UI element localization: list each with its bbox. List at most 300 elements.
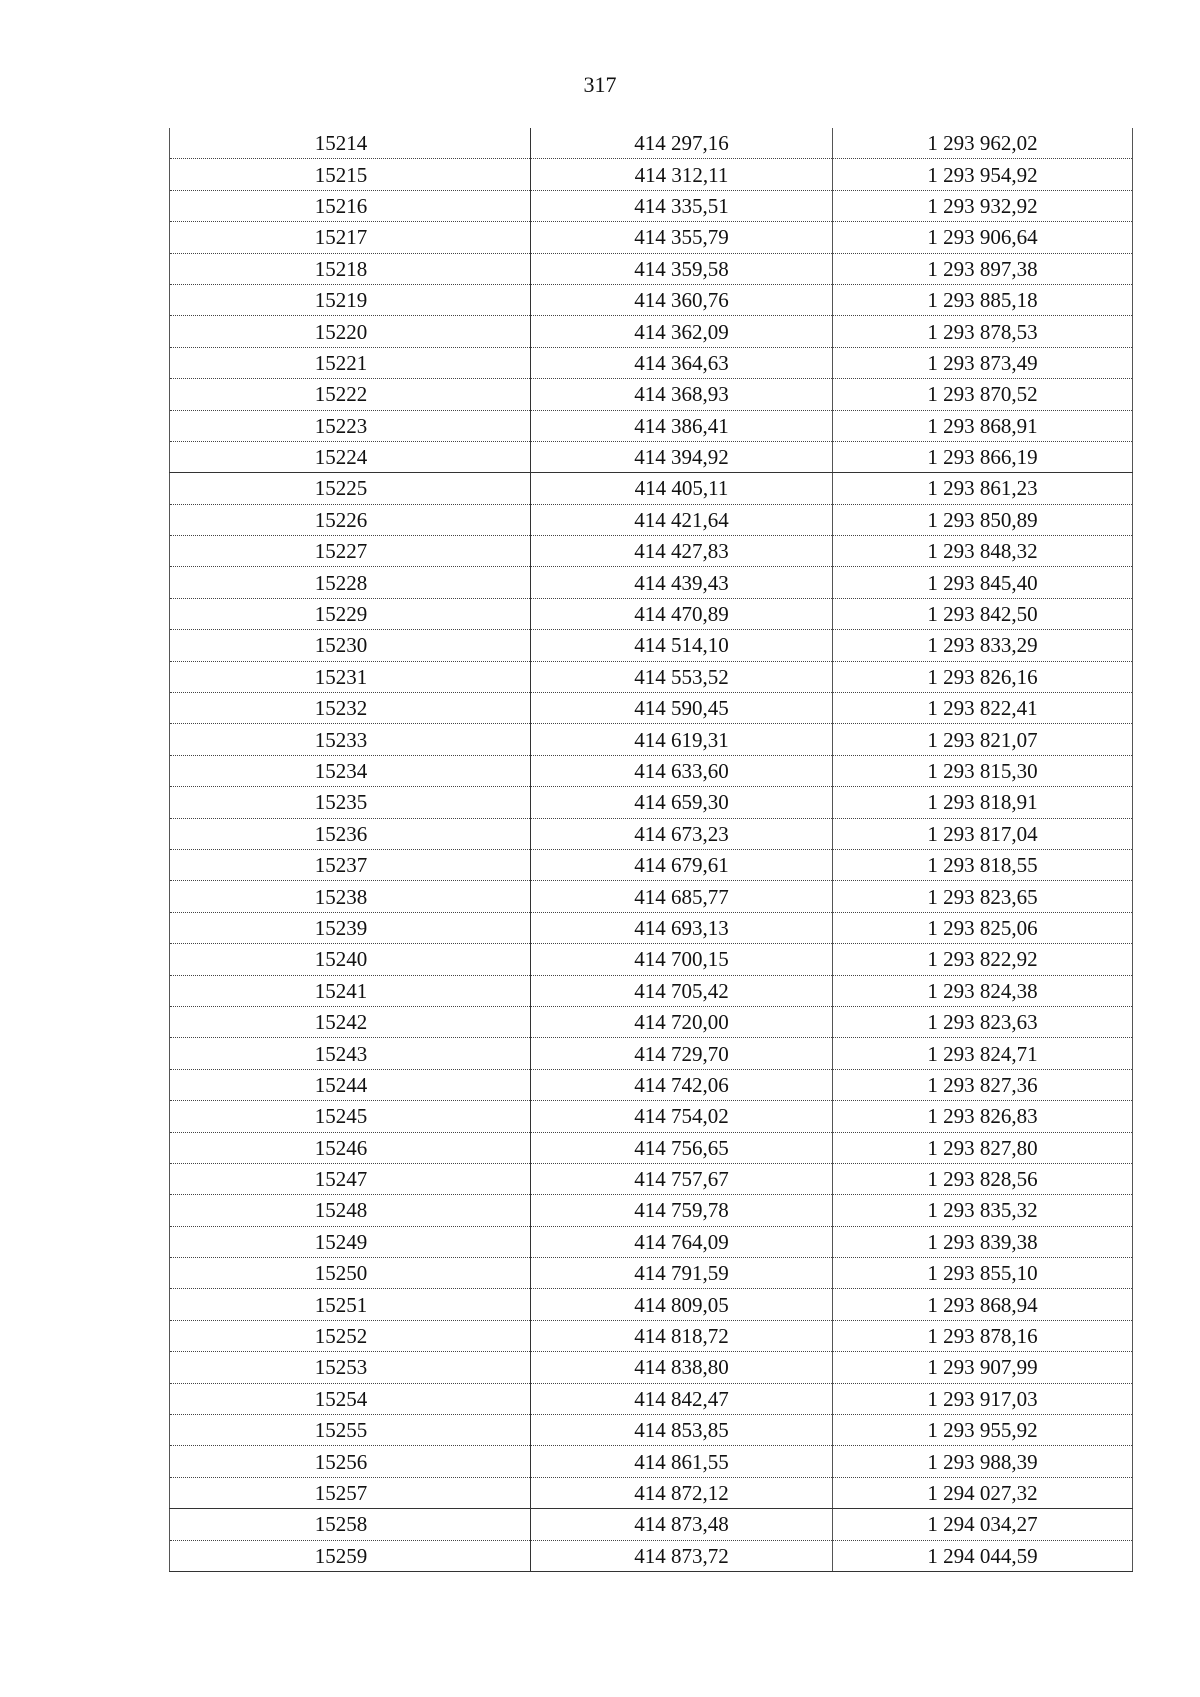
x-coordinate-cell-text: 414 872,12 (634, 1480, 729, 1505)
y-coordinate-cell (833, 1006, 1133, 1037)
y-coordinate-cell (833, 1258, 1133, 1289)
point-number-cell-text: 15247 (314, 1167, 368, 1192)
y-coordinate-cell-text: 1 293 822,41 (927, 696, 1038, 721)
y-coordinate-cell-text: 1 293 835,32 (927, 1198, 1038, 1223)
y-coordinate-cell (833, 881, 1133, 912)
point-number-cell-text: 15241 (314, 978, 368, 1003)
table-row (170, 912, 1133, 943)
y-coordinate-cell (833, 1352, 1133, 1383)
table-row (170, 1101, 1133, 1132)
x-coordinate-cell (531, 1069, 833, 1100)
point-number-cell (170, 1195, 531, 1226)
table-row (170, 347, 1133, 378)
y-coordinate-cell-text: 1 293 817,04 (927, 821, 1038, 846)
point-number-cell-text: 15242 (314, 1010, 368, 1035)
y-coordinate-cell-text: 1 293 855,10 (927, 1261, 1038, 1286)
y-coordinate-cell (833, 1509, 1133, 1540)
table-row (170, 598, 1133, 629)
point-number-cell-text: 15225 (314, 476, 368, 501)
y-coordinate-cell-text: 1 293 907,99 (927, 1355, 1038, 1380)
table-row (170, 159, 1133, 190)
y-coordinate-cell-text: 1 293 824,71 (927, 1041, 1038, 1066)
y-coordinate-cell (833, 159, 1133, 190)
y-coordinate-cell (833, 1320, 1133, 1351)
x-coordinate-cell-text: 414 312,11 (634, 162, 729, 187)
x-coordinate-cell (531, 1383, 833, 1414)
y-coordinate-cell-text: 1 293 826,16 (927, 664, 1038, 689)
y-coordinate-cell (833, 1038, 1133, 1069)
point-number-cell (170, 410, 531, 441)
point-number-cell-text: 15244 (314, 1072, 368, 1097)
point-number-cell (170, 1446, 531, 1477)
y-coordinate-cell-text: 1 293 823,63 (927, 1010, 1038, 1035)
x-coordinate-cell-text: 414 394,92 (634, 445, 729, 470)
point-number-cell-text: 15233 (314, 727, 368, 752)
x-coordinate-cell-text: 414 470,89 (634, 602, 729, 627)
point-number-cell (170, 1540, 531, 1571)
x-coordinate-cell-text: 414 818,72 (634, 1324, 729, 1349)
point-number-cell (170, 849, 531, 880)
y-coordinate-cell-text: 1 294 027,32 (927, 1480, 1038, 1505)
x-coordinate-cell-text: 414 809,05 (634, 1292, 729, 1317)
x-coordinate-cell (531, 410, 833, 441)
point-number-cell (170, 441, 531, 472)
x-coordinate-cell (531, 441, 833, 472)
y-coordinate-cell (833, 1415, 1133, 1446)
x-coordinate-cell (531, 473, 833, 504)
y-coordinate-cell-text: 1 293 868,94 (927, 1292, 1038, 1317)
y-coordinate-cell (833, 441, 1133, 472)
y-coordinate-cell-text: 1 293 866,19 (927, 445, 1038, 470)
y-coordinate-cell (833, 1195, 1133, 1226)
x-coordinate-cell (531, 1446, 833, 1477)
x-coordinate-cell (531, 1132, 833, 1163)
x-coordinate-cell-text: 414 633,60 (634, 759, 729, 783)
x-coordinate-cell-text: 414 764,09 (634, 1229, 729, 1254)
point-number-cell (170, 379, 531, 410)
x-coordinate-cell (531, 1163, 833, 1194)
table-row (170, 1352, 1133, 1383)
point-number-cell (170, 1258, 531, 1289)
point-number-cell-text: 15219 (314, 288, 368, 313)
point-number-cell-text: 15252 (314, 1324, 368, 1349)
y-coordinate-cell (833, 598, 1133, 629)
point-number-cell (170, 1163, 531, 1194)
y-coordinate-cell (833, 1540, 1133, 1571)
point-number-cell (170, 190, 531, 221)
point-number-cell-text: 15227 (314, 539, 368, 564)
x-coordinate-cell-text: 414 364,63 (634, 350, 729, 375)
x-coordinate-cell-text: 414 742,06 (634, 1072, 729, 1097)
point-number-cell-text: 15250 (314, 1261, 368, 1286)
point-number-cell-text: 15224 (314, 445, 368, 470)
x-coordinate-cell (531, 190, 833, 221)
table-row (170, 1195, 1133, 1226)
y-coordinate-cell (833, 1069, 1133, 1100)
x-coordinate-cell-text: 414 439,43 (634, 570, 729, 595)
table-row (170, 222, 1133, 253)
table-row (170, 1258, 1133, 1289)
x-coordinate-cell-text: 414 838,80 (634, 1355, 729, 1380)
y-coordinate-cell (833, 567, 1133, 598)
y-coordinate-cell (833, 912, 1133, 943)
point-number-cell-text: 15234 (314, 759, 368, 783)
y-coordinate-cell-text: 1 293 906,64 (927, 225, 1038, 250)
table-row (170, 693, 1133, 724)
table-row (170, 1132, 1133, 1163)
table-row (170, 473, 1133, 504)
point-number-cell-text: 15236 (314, 821, 368, 846)
x-coordinate-cell-text: 414 791,59 (634, 1261, 729, 1286)
point-number-cell (170, 1352, 531, 1383)
point-number-cell (170, 1477, 531, 1508)
x-coordinate-cell-text: 414 693,13 (634, 915, 729, 940)
table-row (170, 944, 1133, 975)
x-coordinate-cell-text: 414 673,23 (634, 821, 729, 846)
x-coordinate-cell (531, 1540, 833, 1571)
point-number-cell-text: 15248 (314, 1198, 368, 1223)
point-number-cell (170, 128, 531, 159)
y-coordinate-cell (833, 693, 1133, 724)
y-coordinate-cell-text: 1 293 878,16 (927, 1324, 1038, 1349)
y-coordinate-cell (833, 128, 1133, 159)
y-coordinate-cell-text: 1 293 988,39 (927, 1449, 1038, 1474)
y-coordinate-cell-text: 1 293 878,53 (927, 319, 1038, 344)
point-number-cell-text: 15222 (314, 382, 368, 407)
x-coordinate-cell-text: 414 873,48 (634, 1512, 729, 1537)
y-coordinate-cell (833, 1383, 1133, 1414)
x-coordinate-cell (531, 630, 833, 661)
point-number-cell-text: 15223 (314, 413, 368, 438)
point-number-cell-text: 15253 (314, 1355, 368, 1380)
x-coordinate-cell-text: 414 421,64 (634, 507, 729, 532)
table-row (170, 881, 1133, 912)
y-coordinate-cell-text: 1 293 850,89 (927, 507, 1038, 532)
point-number-cell-text: 15249 (314, 1229, 368, 1254)
y-coordinate-cell (833, 630, 1133, 661)
point-number-cell (170, 567, 531, 598)
table-row (170, 661, 1133, 692)
y-coordinate-cell (833, 1289, 1133, 1320)
x-coordinate-cell (531, 818, 833, 849)
y-coordinate-cell-text: 1 293 815,30 (927, 759, 1038, 783)
x-coordinate-cell (531, 975, 833, 1006)
table-row (170, 630, 1133, 661)
x-coordinate-cell (531, 1320, 833, 1351)
x-coordinate-cell-text: 414 335,51 (634, 193, 729, 218)
x-coordinate-cell (531, 1006, 833, 1037)
point-number-cell (170, 536, 531, 567)
table-row (170, 567, 1133, 598)
x-coordinate-cell-text: 414 368,93 (634, 382, 729, 407)
point-number-cell-text: 15230 (314, 633, 368, 658)
x-coordinate-cell (531, 1195, 833, 1226)
x-coordinate-cell (531, 1101, 833, 1132)
x-coordinate-cell (531, 222, 833, 253)
table-row (170, 1509, 1133, 1540)
y-coordinate-cell-text: 1 293 885,18 (927, 288, 1038, 313)
x-coordinate-cell-text: 414 842,47 (634, 1386, 729, 1411)
point-number-cell (170, 724, 531, 755)
point-number-cell-text: 15237 (314, 853, 368, 878)
x-coordinate-cell (531, 128, 833, 159)
point-number-cell (170, 1289, 531, 1320)
y-coordinate-cell-text: 1 294 034,27 (927, 1512, 1038, 1537)
y-coordinate-cell (833, 410, 1133, 441)
point-number-cell (170, 1069, 531, 1100)
table-row (170, 410, 1133, 441)
point-number-cell (170, 787, 531, 818)
y-coordinate-cell-text: 1 293 868,91 (927, 413, 1038, 438)
y-coordinate-cell-text: 1 293 955,92 (927, 1418, 1038, 1443)
x-coordinate-cell-text: 414 360,76 (634, 288, 729, 313)
x-coordinate-cell (531, 755, 833, 786)
point-number-cell (170, 975, 531, 1006)
point-number-cell-text: 15238 (314, 884, 368, 909)
table-row (170, 253, 1133, 284)
point-number-cell (170, 253, 531, 284)
x-coordinate-cell-text: 414 362,09 (634, 319, 729, 344)
table-row (170, 787, 1133, 818)
x-coordinate-cell (531, 379, 833, 410)
x-coordinate-cell-text: 414 386,41 (634, 413, 729, 438)
x-coordinate-cell-text: 414 405,11 (634, 476, 729, 501)
x-coordinate-cell (531, 1509, 833, 1540)
y-coordinate-cell (833, 284, 1133, 315)
y-coordinate-cell-text: 1 293 962,02 (927, 131, 1038, 156)
y-coordinate-cell (833, 787, 1133, 818)
table-row (170, 818, 1133, 849)
point-number-cell-text: 15239 (314, 915, 368, 940)
x-coordinate-cell-text: 414 355,79 (634, 225, 729, 250)
y-coordinate-cell-text: 1 293 825,06 (927, 915, 1038, 940)
y-coordinate-cell (833, 849, 1133, 880)
point-number-cell (170, 504, 531, 535)
table-row (170, 316, 1133, 347)
point-number-cell-text: 15215 (314, 162, 368, 187)
point-number-cell (170, 944, 531, 975)
table-row (170, 379, 1133, 410)
y-coordinate-cell (833, 253, 1133, 284)
point-number-cell-text: 15220 (314, 319, 368, 344)
y-coordinate-cell (833, 1132, 1133, 1163)
x-coordinate-cell-text: 414 659,30 (634, 790, 729, 815)
x-coordinate-cell-text: 414 427,83 (634, 539, 729, 564)
y-coordinate-cell-text: 1 293 848,32 (927, 539, 1038, 564)
table-row (170, 284, 1133, 315)
x-coordinate-cell-text: 414 754,02 (634, 1104, 729, 1129)
x-coordinate-cell (531, 284, 833, 315)
x-coordinate-cell (531, 1415, 833, 1446)
y-coordinate-cell-text: 1 293 827,36 (927, 1072, 1038, 1097)
y-coordinate-cell-text: 1 293 822,92 (927, 947, 1038, 972)
table-row (170, 1006, 1133, 1037)
x-coordinate-cell-text: 414 705,42 (634, 978, 729, 1003)
y-coordinate-cell-text: 1 293 873,49 (927, 350, 1038, 375)
x-coordinate-cell (531, 159, 833, 190)
x-coordinate-cell (531, 1038, 833, 1069)
point-number-cell-text: 15218 (314, 256, 368, 281)
y-coordinate-cell-text: 1 293 870,52 (927, 382, 1038, 407)
point-number-cell-text: 15228 (314, 570, 368, 595)
table-row (170, 1383, 1133, 1414)
table-row (170, 1415, 1133, 1446)
point-number-cell (170, 1415, 531, 1446)
x-coordinate-cell-text: 414 679,61 (634, 853, 729, 878)
x-coordinate-cell-text: 414 757,67 (634, 1167, 729, 1192)
y-coordinate-cell-text: 1 293 897,38 (927, 256, 1038, 281)
x-coordinate-cell-text: 414 553,52 (634, 664, 729, 689)
point-number-cell (170, 1101, 531, 1132)
x-coordinate-cell (531, 787, 833, 818)
point-number-cell-text: 15256 (314, 1449, 368, 1474)
x-coordinate-cell (531, 1352, 833, 1383)
point-number-cell-text: 15254 (314, 1386, 368, 1411)
y-coordinate-cell-text: 1 293 823,65 (927, 884, 1038, 909)
point-number-cell (170, 630, 531, 661)
x-coordinate-cell-text: 414 853,85 (634, 1418, 729, 1443)
table-row (170, 755, 1133, 786)
y-coordinate-cell (833, 504, 1133, 535)
point-number-cell (170, 912, 531, 943)
x-coordinate-cell (531, 912, 833, 943)
y-coordinate-cell-text: 1 293 839,38 (927, 1229, 1038, 1254)
x-coordinate-cell (531, 347, 833, 378)
page-number: 317 (583, 72, 617, 97)
y-coordinate-cell (833, 1446, 1133, 1477)
point-number-cell (170, 1132, 531, 1163)
point-number-cell (170, 316, 531, 347)
y-coordinate-cell (833, 975, 1133, 1006)
table-row (170, 1320, 1133, 1351)
point-number-cell-text: 15214 (314, 131, 368, 156)
y-coordinate-cell-text: 1 293 932,92 (927, 193, 1038, 218)
point-number-cell (170, 881, 531, 912)
table-row (170, 1163, 1133, 1194)
table-row (170, 128, 1133, 159)
point-number-cell (170, 598, 531, 629)
point-number-cell (170, 661, 531, 692)
x-coordinate-cell (531, 504, 833, 535)
x-coordinate-cell-text: 414 685,77 (634, 884, 729, 909)
table-row (170, 441, 1133, 472)
y-coordinate-cell-text: 1 293 824,38 (927, 978, 1038, 1003)
table-row (170, 190, 1133, 221)
y-coordinate-cell (833, 347, 1133, 378)
point-number-cell-text: 15226 (314, 507, 368, 532)
x-coordinate-cell-text: 414 359,58 (634, 256, 729, 281)
point-number-cell (170, 1320, 531, 1351)
table-row (170, 1289, 1133, 1320)
table-row (170, 504, 1133, 535)
point-number-cell (170, 755, 531, 786)
table-row (170, 975, 1133, 1006)
table-row (170, 1446, 1133, 1477)
y-coordinate-cell (833, 944, 1133, 975)
table-row (170, 724, 1133, 755)
point-number-cell-text: 15235 (314, 790, 368, 815)
y-coordinate-cell (833, 818, 1133, 849)
x-coordinate-cell-text: 414 873,72 (634, 1543, 729, 1568)
y-coordinate-cell (833, 724, 1133, 755)
y-coordinate-cell (833, 190, 1133, 221)
point-number-cell (170, 1383, 531, 1414)
y-coordinate-cell (833, 1477, 1133, 1508)
point-number-cell-text: 15216 (314, 193, 368, 218)
y-coordinate-cell (833, 1163, 1133, 1194)
point-number-cell (170, 1006, 531, 1037)
table-row (170, 1477, 1133, 1508)
y-coordinate-cell-text: 1 293 821,07 (927, 727, 1038, 752)
table-row (170, 1038, 1133, 1069)
x-coordinate-cell-text: 414 759,78 (634, 1198, 729, 1223)
point-number-cell-text: 15259 (314, 1543, 368, 1568)
point-number-cell-text: 15251 (314, 1292, 368, 1317)
table-row (170, 1069, 1133, 1100)
point-number-cell-text: 15221 (314, 350, 368, 375)
y-coordinate-cell-text: 1 293 818,55 (927, 853, 1038, 878)
point-number-cell (170, 693, 531, 724)
y-coordinate-cell-text: 1 293 845,40 (927, 570, 1038, 595)
y-coordinate-cell-text: 1 293 954,92 (927, 162, 1038, 187)
table-body (170, 128, 1133, 1571)
x-coordinate-cell-text: 414 297,16 (634, 131, 729, 156)
point-number-cell-text: 15232 (314, 696, 368, 721)
x-coordinate-cell (531, 1477, 833, 1508)
x-coordinate-cell-text: 414 861,55 (634, 1449, 729, 1474)
y-coordinate-cell-text: 1 293 917,03 (927, 1386, 1038, 1411)
x-coordinate-cell (531, 849, 833, 880)
point-number-cell-text: 15246 (314, 1135, 368, 1160)
x-coordinate-cell (531, 693, 833, 724)
y-coordinate-cell (833, 222, 1133, 253)
y-coordinate-cell-text: 1 293 861,23 (927, 476, 1038, 501)
point-number-cell-text: 15255 (314, 1418, 368, 1443)
table-row (170, 1540, 1133, 1571)
y-coordinate-cell (833, 661, 1133, 692)
x-coordinate-cell-text: 414 590,45 (634, 696, 729, 721)
x-coordinate-cell (531, 1226, 833, 1257)
point-number-cell-text: 15243 (314, 1041, 368, 1066)
point-number-cell-text: 15217 (314, 225, 368, 250)
x-coordinate-cell-text: 414 756,65 (634, 1135, 729, 1160)
x-coordinate-cell-text: 414 729,70 (634, 1041, 729, 1066)
point-number-cell (170, 1226, 531, 1257)
y-coordinate-cell (833, 316, 1133, 347)
y-coordinate-cell (833, 379, 1133, 410)
table-row (170, 849, 1133, 880)
y-coordinate-cell-text: 1 294 044,59 (927, 1543, 1038, 1568)
coordinates-table (169, 128, 1133, 1572)
point-number-cell-text: 15257 (314, 1480, 368, 1505)
x-coordinate-cell-text: 414 514,10 (634, 633, 729, 658)
y-coordinate-cell-text: 1 293 818,91 (927, 790, 1038, 815)
table-row (170, 1226, 1133, 1257)
y-coordinate-cell (833, 536, 1133, 567)
point-number-cell-text: 15240 (314, 947, 368, 972)
table-row (170, 536, 1133, 567)
point-number-cell (170, 1038, 531, 1069)
y-coordinate-cell-text: 1 293 833,29 (927, 633, 1038, 658)
y-coordinate-cell (833, 1226, 1133, 1257)
point-number-cell-text: 15245 (314, 1104, 368, 1129)
point-number-cell-text: 15258 (314, 1512, 368, 1537)
y-coordinate-cell (833, 1101, 1133, 1132)
x-coordinate-cell (531, 881, 833, 912)
y-coordinate-cell (833, 755, 1133, 786)
y-coordinate-cell-text: 1 293 827,80 (927, 1135, 1038, 1160)
x-coordinate-cell-text: 414 720,00 (634, 1010, 729, 1035)
